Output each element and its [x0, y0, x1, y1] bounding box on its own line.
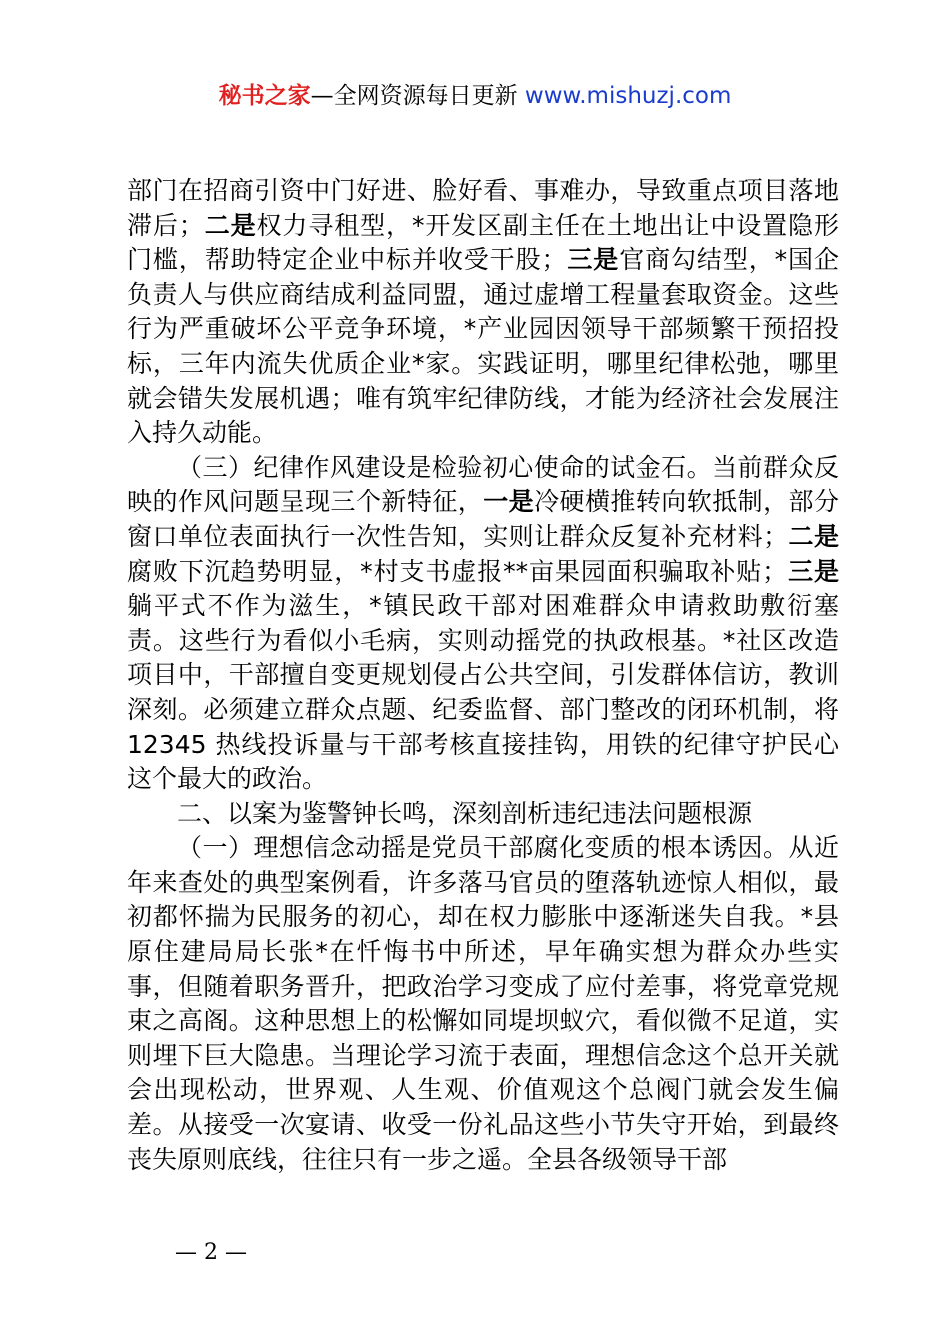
paragraph-text: （三）纪律作风建设是检验初心使命的试金石。当前群众反映的作风问题呈现三个新特征，	[127, 452, 839, 517]
header-url-link[interactable]: www.mishuzj.com	[524, 83, 732, 109]
paragraph-text: 腐败下沉趋势明显，*村支书虚报**亩果园面积骗取补贴；	[127, 556, 788, 586]
paragraph-4: （一）理想信念动摇是党员干部腐化变质的根本诱因。从近年来查处的典型案例看，许多落马官员的堕落轨迹惊人相似，最初都怀揣为民服务的初心，却在权力膨胀中逐渐迷失自我。*县原住建局局长张*在忏悔书中所述，早年确实想为群众办些实事，但随着职务晋升，把政治学习变成了应付差事，将党章党规束之高阁。这种思想上的松懈如同堤坝蚁穴，看似微不足道，实则埋下巨大隐患。当理论学习流于表面，理想信念这个总开关就会出现松动，世界观、人生观、价值观这个总阀门就会发生偏差。从接受一次宴请、收受一份礼品这些小节失守开始，到最终丧失原则底线，往往只有一步之遥。全县各级领导干部	[127, 833, 839, 1174]
header-brand: 秘书之家	[218, 83, 311, 109]
bold-marker: 三是	[787, 556, 839, 586]
document-body	[127, 174, 839, 1177]
bold-marker: 二是	[203, 210, 257, 240]
header-tagline: —全网资源每日更新	[310, 83, 525, 109]
page-number: — 2 —	[175, 1240, 247, 1265]
paragraph-text: 部门在招商引资中门好进、脸好看、事难办，导致重点项目落地滞后；	[127, 176, 839, 240]
bold-marker: 三是	[566, 245, 620, 275]
bold-marker: 二是	[788, 521, 839, 551]
paragraph-2	[127, 451, 839, 797]
paragraph-1	[127, 174, 839, 451]
paragraph-text: 权力寻租型，*开发区副主任在土地出让中设置隐形门槛，帮助特定企业中标并收受干股；	[127, 210, 839, 275]
section-heading: 二、以案为鉴警钟长鸣，深刻剖析违纪违法问题根源	[177, 798, 753, 828]
bold-marker: 一是	[483, 487, 535, 517]
paragraph-text: 官商勾结型，*国企负责人与供应商结成利益同盟，通过虚增工程量套取资金。这些行为严重破坏公平竞争环境，*产业园因领导干部频繁干预招投标，三年内流失优质企业*家。实践证明，哪里纪律松弛，哪里就会错失发展机遇；唯有筑牢纪律防线，才能为经济社会发展注入持久动能。	[127, 245, 839, 448]
paragraph-text: 冷硬横推转向软抵制，部分窗口单位表面执行一次性告知，实则让群众反复补充材料；	[127, 487, 839, 551]
paragraph-text: 躺平式不作为滋生，*镇民政干部对困难群众申请救助敷衍塞责。这些行为看似小毛病，实则动摇党的执政根基。*社区改造项目中，干部擅自变更规划侵占公共空间，引发群体信访，教训深刻。必须建立群众点题、纪委监督、部门整改的闭环机制，将 12345 热线投诉量与干部考核直接挂钩，用铁的纪律守护民心这个最大的政治。	[127, 591, 839, 794]
page-header	[0, 80, 950, 112]
